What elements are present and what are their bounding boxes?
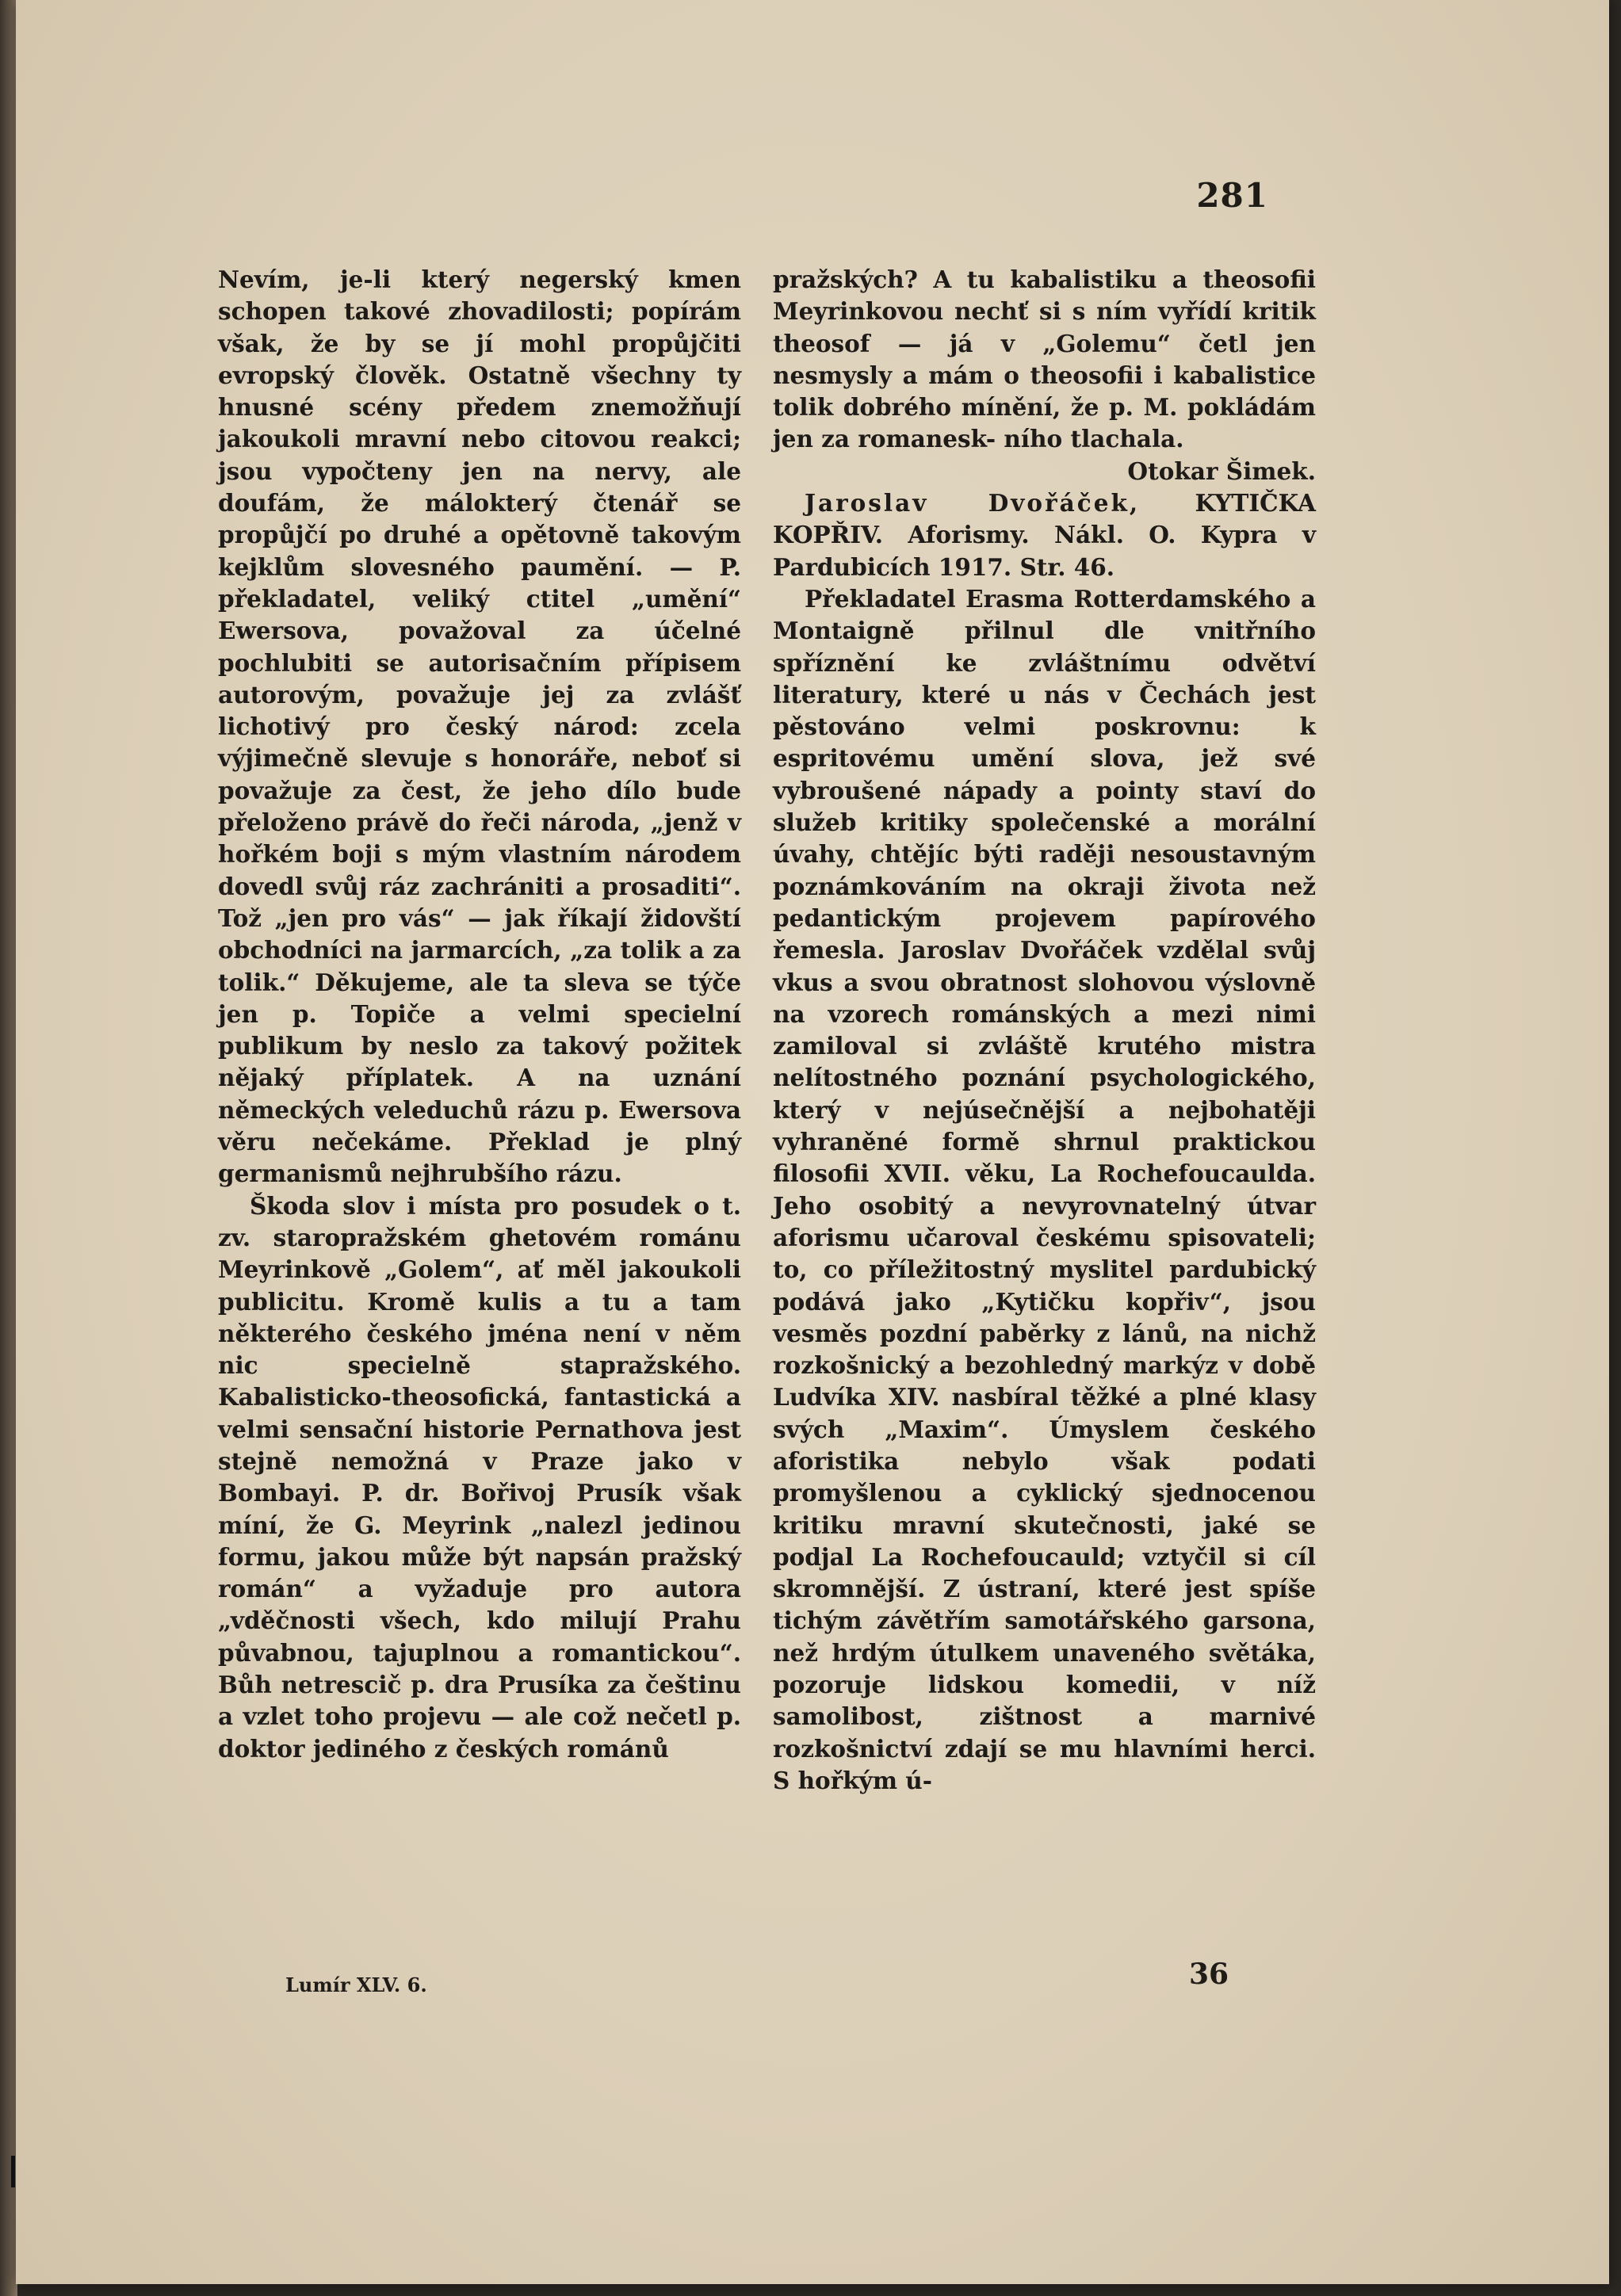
paragraph-golem-review: Škoda slov i místa pro posudek o t. zv. staropražském ghetovém románu Meyrinkově „Golem“, ať měl jakoukoli publicitu. Kromě kulis a tu a tam některého českého jména není v něm nic specielně stapražského. Kabalisticko-theosofická, fantastická a velmi sensační historie Pernathova jest stejně nemožná v Praze jako v Bombayi. P. dr. Bořivoj Prusík však míní, že G. Meyrink „nalezl jedinou formu, jakou může být napsán pražský román“ a vyžaduje pro autora „vděčnosti všech, kdo milují Prahu půvabnou, tajuplnou a romantickou“. Bůh netrescič p. dra Prusíka za češtinu a vzlet toho projevu — ale což nečetl p. doktor jediného z českých románů bbox=[218, 1191, 741, 1763]
book-binding-edge bbox=[0, 0, 17, 2296]
review-author-name: Jaroslav Dvořáček bbox=[805, 489, 1130, 518]
review-heading bbox=[773, 487, 1316, 583]
footer-signature-mark: Lumír XLV. 6. bbox=[285, 1973, 427, 1996]
left-column bbox=[218, 264, 741, 1765]
book-page bbox=[16, 0, 1609, 2284]
right-column bbox=[773, 264, 1316, 1797]
sheet-number: 36 bbox=[1189, 1958, 1229, 1991]
paragraph-golem-continuation: pražských? A tu kabalistiku a theosofii Meyrinkovou nechť si s ním vyřídí kritik theosof — já v „Golemu“ četl jen nesmysly a mám o theosofii i kabalistice tolik dobrého mínění, že p. M. pokládám jen za romanesk- ního tlachala. bbox=[773, 266, 1316, 453]
paragraph-dvoracek-review: Překladatel Erasma Rotterdamského a Montaigně přilnul dle vnitřního spříznění ke zvláštnímu odvětví literatury, které u nás v Čechách jest pěstováno velmi poskrovnu: k espritovému umění slova, jež své vybroušené nápady a pointy staví do služeb kritiky společenské a morální úvahy, chtějíc býti raději nesoustavným poznámkováním na okraji života než pedantickým projevem papírového řemesla. Jaroslav Dvořáček vzdělal svůj vkus a svou obratnost slohovou výslovně na vzorech románských a mezi nimi zamiloval si zvláště krutého mistra nelítostného poznání psychologického, který v nejúsečnější a nejbohatěji vyhraněné formě shrnul praktickou filosofii XVII. věku, La Rochefoucaulda. Jeho osobitý a nevyrovnatelný útvar aforismu učaroval českému spisovateli; to, co příležitostný myslitel pardubický podává jako „Kytičku kopřiv“, jsou vesměs pozdní paběrky z lánů, na nichž rozkošnický a bezohledný markýz v době Ludvíka XIV. nasbíral těžké a plné klasy svých „Maxim“. Úmyslem českého aforistika nebylo však podati promyšlenou a cyklický sjednocenou kritiku mravní skutečnosti, jaké se podjal La Rochefoucauld; vztyčil si cíl skromnější. Z ústraní, které jest spíše tichým závětřím samotářského garsona, než hrdým útulkem unaveného světáka, pozoruje lidskou komedii, v níž samolibost, zištnost a marnivé rozkošnictví zdají se mu hlavními herci. S hořkým ú- bbox=[773, 584, 1316, 1794]
page-number: 281 bbox=[1196, 176, 1268, 215]
binding-mark bbox=[11, 2156, 15, 2187]
review-book-details: , KYTIČKA KOPŘIV. Aforismy. Nákl. O. Kypra v Pardubicích 1917. Str. 46. bbox=[773, 489, 1316, 581]
review-signature: Otokar Šimek. bbox=[1127, 457, 1316, 485]
paragraph-ewers-review: Nevím, je-li který negerský kmen schopen takové zhovadilosti; popírám však, že by se jí mohl propůjčiti evropský člověk. Ostatně všechny ty hnusné scény předem znemožňují jakoukoli mravní nebo citovou reakci; jsou vypočteny jen na nervy, ale doufám, že málokterý čtenář se propůjčí po druhé a opětovně takovým kejklům slovesného paumění. — P. překladatel, veliký ctitel „umění“ Ewersova, považoval za účelné pochlubiti se autorisačním přípisem autorovým, považuje jej za zvlášť lichotivý pro český národ: zcela výjimečně slevuje s honoráře, neboť si považuje za čest, že jeho dílo bude přeloženo právě do řeči národa, „jenž v hořkém boji s mým vlastním národem dovedl svůj ráz zachrániti a prosaditi“. Tož „jen pro vás“ — jak říkají židovští obchodníci na jarmarcích, „za tolik a za tolik.“ Děkujeme, ale ta sleva se týče jen p. Topiče a velmi specielní publikum by neslo za takový požitek nějaký příplatek. A na uznání německých veleduchů rázu p. Ewersova věru nečekáme. Překlad je plný germanismů nejhrubšího rázu. bbox=[218, 266, 741, 1188]
